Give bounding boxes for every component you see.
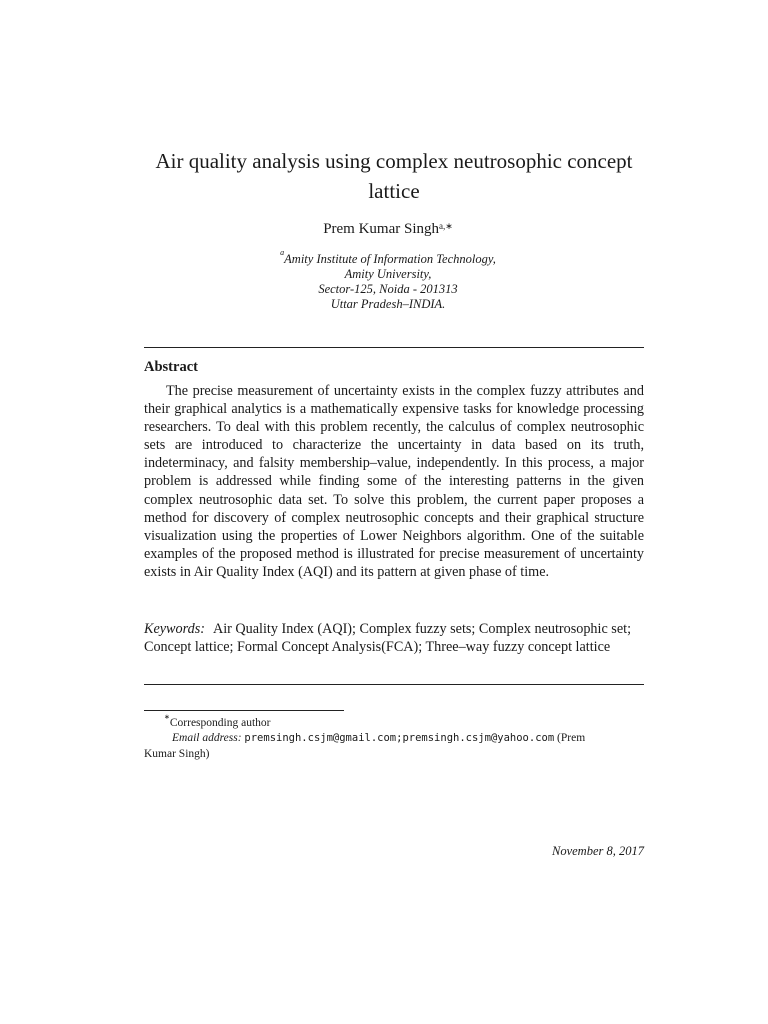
- footnote-block: [144, 712, 644, 762]
- paper-date: November 8, 2017: [552, 844, 644, 858]
- keywords-label: Keywords:: [144, 621, 205, 637]
- affiliation-mark: a: [280, 248, 285, 257]
- footnote-rule: [144, 710, 344, 711]
- title-line-2: lattice: [368, 179, 420, 203]
- abstract-top-rule: [144, 347, 644, 348]
- affiliation-line-1: Amity Institute of Information Technology,: [284, 252, 496, 267]
- affiliation-line-3: Sector-125, Noida - 201313: [318, 282, 458, 297]
- footnote-corresponding: Corresponding author: [169, 716, 271, 729]
- affiliation-line-4: Uttar Pradesh–INDIA.: [330, 297, 446, 312]
- affiliation-block: [124, 248, 652, 312]
- title-line-1: Air quality analysis using complex neutrosophic concept: [155, 149, 633, 173]
- footnote-email-suffix-line2: Kumar Singh): [144, 747, 210, 760]
- abstract-bottom-rule: [144, 684, 644, 685]
- author-marks: a,∗: [439, 221, 453, 231]
- footnote-email-suffix: (Prem: [557, 732, 586, 745]
- abstract-heading: Abstract: [144, 359, 198, 375]
- keywords-text: Air Quality Index (AQI); Complex fuzzy sets; Complex neutrosophic set; Concept lattice; Formal Concept Analysis(FCA); Three–way fuzzy concept lattice: [144, 621, 632, 656]
- abstract-text: The precise measurement of uncertainty exists in the complex fuzzy attributes and their graphical analytics is a mathematically expensive tasks for knowledge processing researchers. To deal with this problem recently, the calculus of complex neutrosophic sets are introduced to characterize the uncertainty in data based on its truth, indeterminacy, and falsity membership–value, independently. In this process, a major problem is addressed while finding some of the interesting patterns in the given complex neutrosophic data set. To solve this problem, the current paper proposes a method for discovery of complex neutrosophic concepts and their graphical structure visualization using the properties of Lower Neighbors algorithm. One of the suitable examples of the proposed method is illustrated for precise measurement of uncertainty exists in Air Quality Index (AQI) and its pattern at given phase of time.: [144, 383, 644, 580]
- affiliation-line-2: Amity University,: [344, 267, 432, 282]
- paper-title: [130, 146, 658, 206]
- author-line: [124, 219, 652, 239]
- footnote-mark: ∗: [164, 713, 170, 721]
- keywords-block: [144, 620, 644, 656]
- author-name: Prem Kumar Singh: [323, 221, 440, 237]
- footnote-emails: premsingh.csjm@gmail.com;premsingh.csjm@yahoo.com: [244, 732, 555, 745]
- footnote-email-label: Email address:: [172, 732, 242, 745]
